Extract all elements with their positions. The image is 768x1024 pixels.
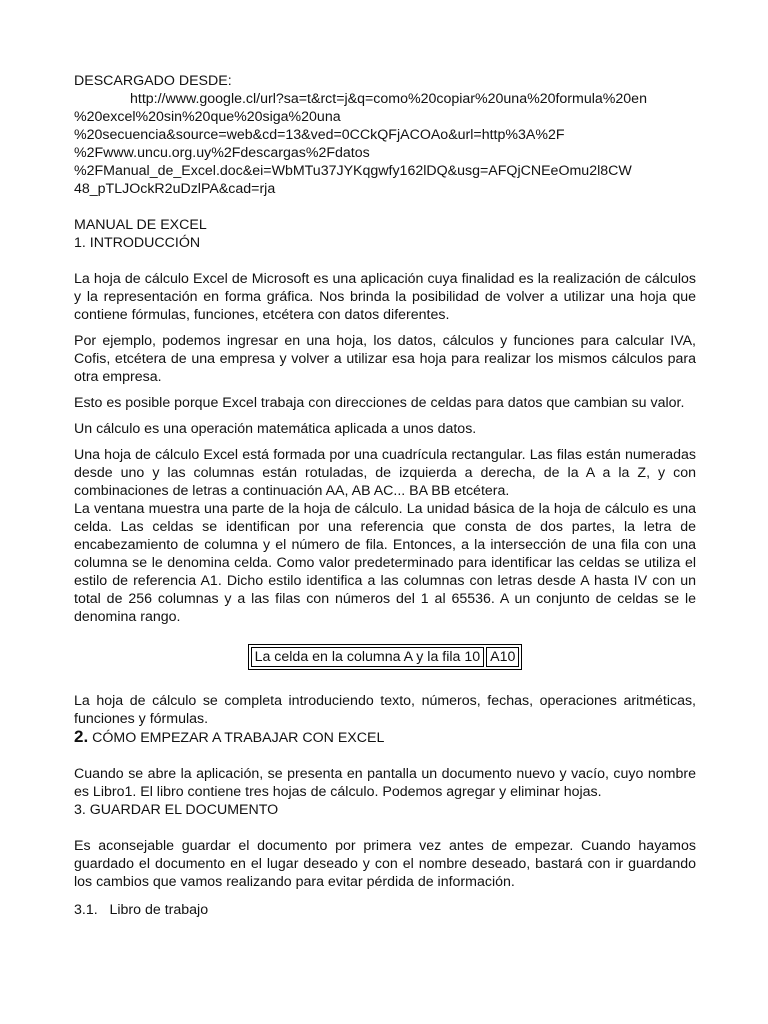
cell-example-description: La celda en la columna A y la fila 10	[251, 647, 485, 667]
cell-example-table	[248, 644, 523, 670]
source-url-line: %20excel%20sin%20que%20siga%20una	[74, 109, 341, 125]
section-3-1-heading: 3.1. Libro de trabajo	[74, 902, 209, 918]
document-page	[74, 72, 696, 919]
cell-description-paragraph: La ventana muestra una parte de la hoja de cálculo. La unidad básica de la hoja de cálculo es una celda. Las celdas se identifican por una referencia que consta de dos partes, la letra de encabezamiento de columna y el número de fila. Entonces, a la intersección de una fila con una columna se le denomina celda. Como valor predeterminado para identificar las celdas se utiliza el estilo de referencia A1. Dicho estilo identifica a las columnas con letras desde A hasta IV con un total de 256 columnas y a las filas con números del 1 al 65536. A un conjunto de celdas se le denomina rango.	[74, 501, 696, 625]
source-url-line: %2Fwww.uncu.org.uy%2Fdescargas%2Fdatos	[74, 145, 370, 161]
cell-example-table-wrap	[74, 644, 696, 670]
intro-paragraph: La hoja de cálculo Excel de Microsoft es una aplicación cuya finalidad es la realización de cálculos y la representación en forma gráfica. Nos brinda la posibilidad de volver a utilizar una hoja que contiene fórmulas, funciones, etcétera con datos diferentes.	[74, 271, 696, 323]
source-label: DESCARGADO DESDE:	[74, 73, 232, 89]
source-url-line: 48_pTLJOckR2uDzlPA&cad=rja	[74, 181, 276, 197]
source-url-line: %2FManual_de_Excel.doc&ei=WbMTu37JYKqgwfy162lDQ&usg=AFQjCNEeOmu2l8CW	[74, 163, 632, 179]
section-1-heading: 1. INTRODUCCIÓN	[74, 235, 201, 251]
section-2-paragraph: Cuando se abre la aplicación, se presenta en pantalla un documento nuevo y vacío, cuyo nombre es Libro1. El libro contiene tres hojas de cálculo. Podemos agregar y eliminar hojas.	[74, 766, 696, 800]
intro-paragraph: Esto es posible porque Excel trabaja con direcciones de celdas para datos que cambian su valor.	[74, 395, 685, 411]
section-3-heading: 3. GUARDAR EL DOCUMENTO	[74, 802, 279, 818]
source-url-line: http://www.google.cl/url?sa=t&rct=j&q=como%20copiar%20una%20formula%20en	[130, 91, 647, 107]
intro-paragraph: Un cálculo es una operación matemática aplicada a unos datos.	[74, 421, 477, 437]
section-3-paragraph: Es aconsejable guardar el documento por primera vez antes de empezar. Cuando hayamos guardado el documento en el lugar deseado y con el nombre deseado, bastará con ir guardando los cambios que vamos realizando para evitar pérdida de información.	[74, 838, 696, 890]
source-url-line: %20secuencia&source=web&cd=13&ved=0CCkQFjACOAo&url=http%3A%2F	[74, 127, 565, 143]
cell-example-reference: A10	[486, 647, 519, 667]
section-2-heading	[74, 728, 696, 747]
document-title: MANUAL DE EXCEL	[74, 217, 207, 233]
section-2-title: CÓMO EMPEZAR A TRABAJAR CON EXCEL	[88, 730, 385, 746]
section-2-number: 2.	[74, 727, 89, 746]
completion-paragraph: La hoja de cálculo se completa introduciendo texto, números, fechas, operaciones aritméticas, funciones y fórmulas.	[74, 693, 696, 727]
grid-description-paragraph: Una hoja de cálculo Excel está formada por una cuadrícula rectangular. Las filas están numeradas desde uno y las columnas están rotuladas, de izquierda a derecha, de la A a la Z, y con combinaciones de letras a continuación AA, AB AC... BA BB etcétera.	[74, 447, 696, 499]
intro-paragraph: Por ejemplo, podemos ingresar en una hoja, los datos, cálculos y funciones para calcular IVA, Cofis, etcétera de una empresa y volver a utilizar esa hoja para realizar los mismos cálculos para otra empresa.	[74, 333, 696, 385]
